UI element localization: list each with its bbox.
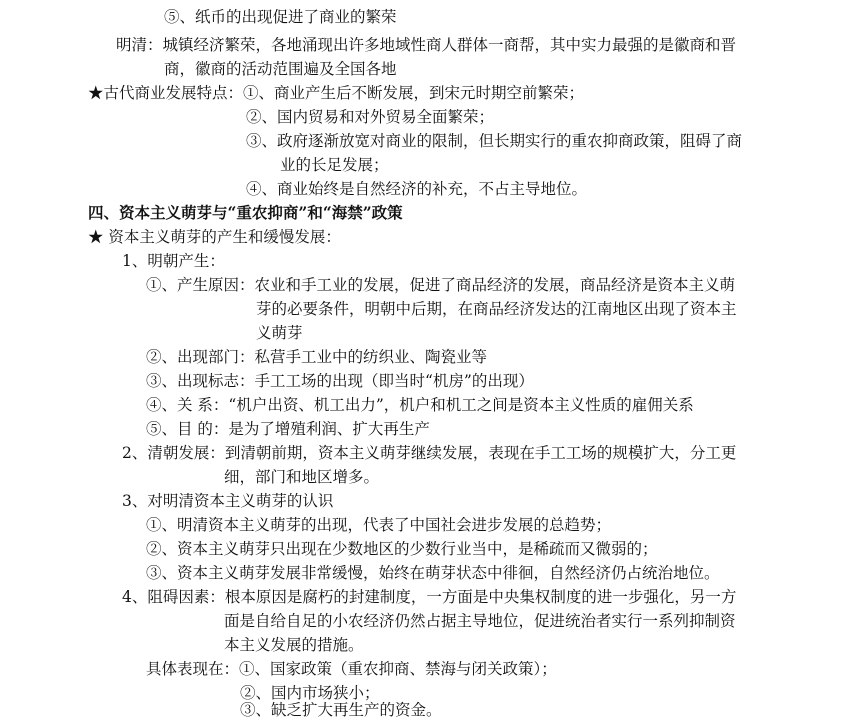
text-line: ①、明清资本主义萌芽的出现，代表了中国社会进步发展的总趋势；	[146, 516, 612, 534]
text-line: ⑤、目 的：是为了增殖利润、扩大再生产	[146, 420, 430, 438]
text-line: 芽的必要条件，明朝中后期，在商品经济发达的江南地区出现了资本主	[256, 300, 737, 318]
text-line: ③、出现标志：手工工场的出现（即当时“机房”的出现）	[146, 372, 534, 390]
section-heading: 四、资本主义萌芽与“重农抑商”和“海禁”政策	[88, 203, 403, 222]
text-line: 细，部门和地区增多。	[224, 468, 380, 486]
text-line: ⑤、纸币的出现促进了商业的繁荣	[164, 8, 397, 26]
text-line: 2、清朝发展：到清朝前期，资本主义萌芽继续发展，表现在手工工场的规模扩大，分工更	[122, 444, 737, 462]
text-line: 商，徽商的活动范围遍及全国各地	[164, 60, 397, 78]
text-line: ③、资本主义萌芽发展非常缓慢，始终在萌芽状态中徘徊，自然经济仍占统治地位。	[146, 564, 720, 582]
text-line: 4、阻碍因素：根本原因是腐朽的封建制度，一方面是中央集权制度的进一步强化，另一方	[122, 588, 737, 606]
text-line: 义萌芽	[256, 324, 303, 342]
text-line: ④、商业始终是自然经济的补充，不占主导地位。	[246, 180, 588, 198]
text-line: 面是自给自足的小农经济仍然占据主导地位，促进统治者实行一系列抑制资	[224, 612, 736, 630]
text-line: ②、国内市场狭小；	[240, 684, 380, 702]
text-line: 本主义发展的措施。	[224, 636, 364, 654]
text-line: ②、国内贸易和对外贸易全面繁荣；	[246, 108, 495, 126]
text-line: 3、对明清资本主义萌芽的认识	[122, 492, 334, 510]
text-line: ④、关 系：“机户出资、机工出力”，机户和机工之间是资本主义性质的雇佣关系	[146, 396, 694, 414]
text-line: ③、缺乏扩大再生产的资金。	[240, 701, 442, 719]
text-line: ★古代商业发展特点：①、商业产生后不断发展，到宋元时期空前繁荣；	[88, 84, 585, 102]
text-line: ③、政府逐渐放宽对商业的限制，但长期实行的重农抑商政策，阻碍了商	[246, 132, 743, 150]
text-line: 业的长足发展；	[280, 156, 389, 174]
text-line: ★ 资本主义萌芽的产生和缓慢发展：	[88, 228, 341, 246]
text-line: ②、资本主义萌芽只出现在少数地区的少数行业当中，是稀疏而又微弱的；	[146, 540, 658, 558]
text-line: ②、出现部门：私营手工业中的纺织业、陶瓷业等	[146, 348, 488, 366]
text-line: 1、明朝产生：	[122, 252, 225, 270]
text-line: 明清：城镇经济繁荣，各地涌现出许多地域性商人群体一商帮，其中实力最强的是徽商和晋	[116, 36, 737, 54]
text-line: ①、产生原因：农业和手工业的发展，促进了商品经济的发展，商品经济是资本主义萌	[146, 276, 736, 294]
text-line: 具体表现在：①、国家政策（重农抑商、禁海与闭关政策）；	[146, 660, 557, 678]
